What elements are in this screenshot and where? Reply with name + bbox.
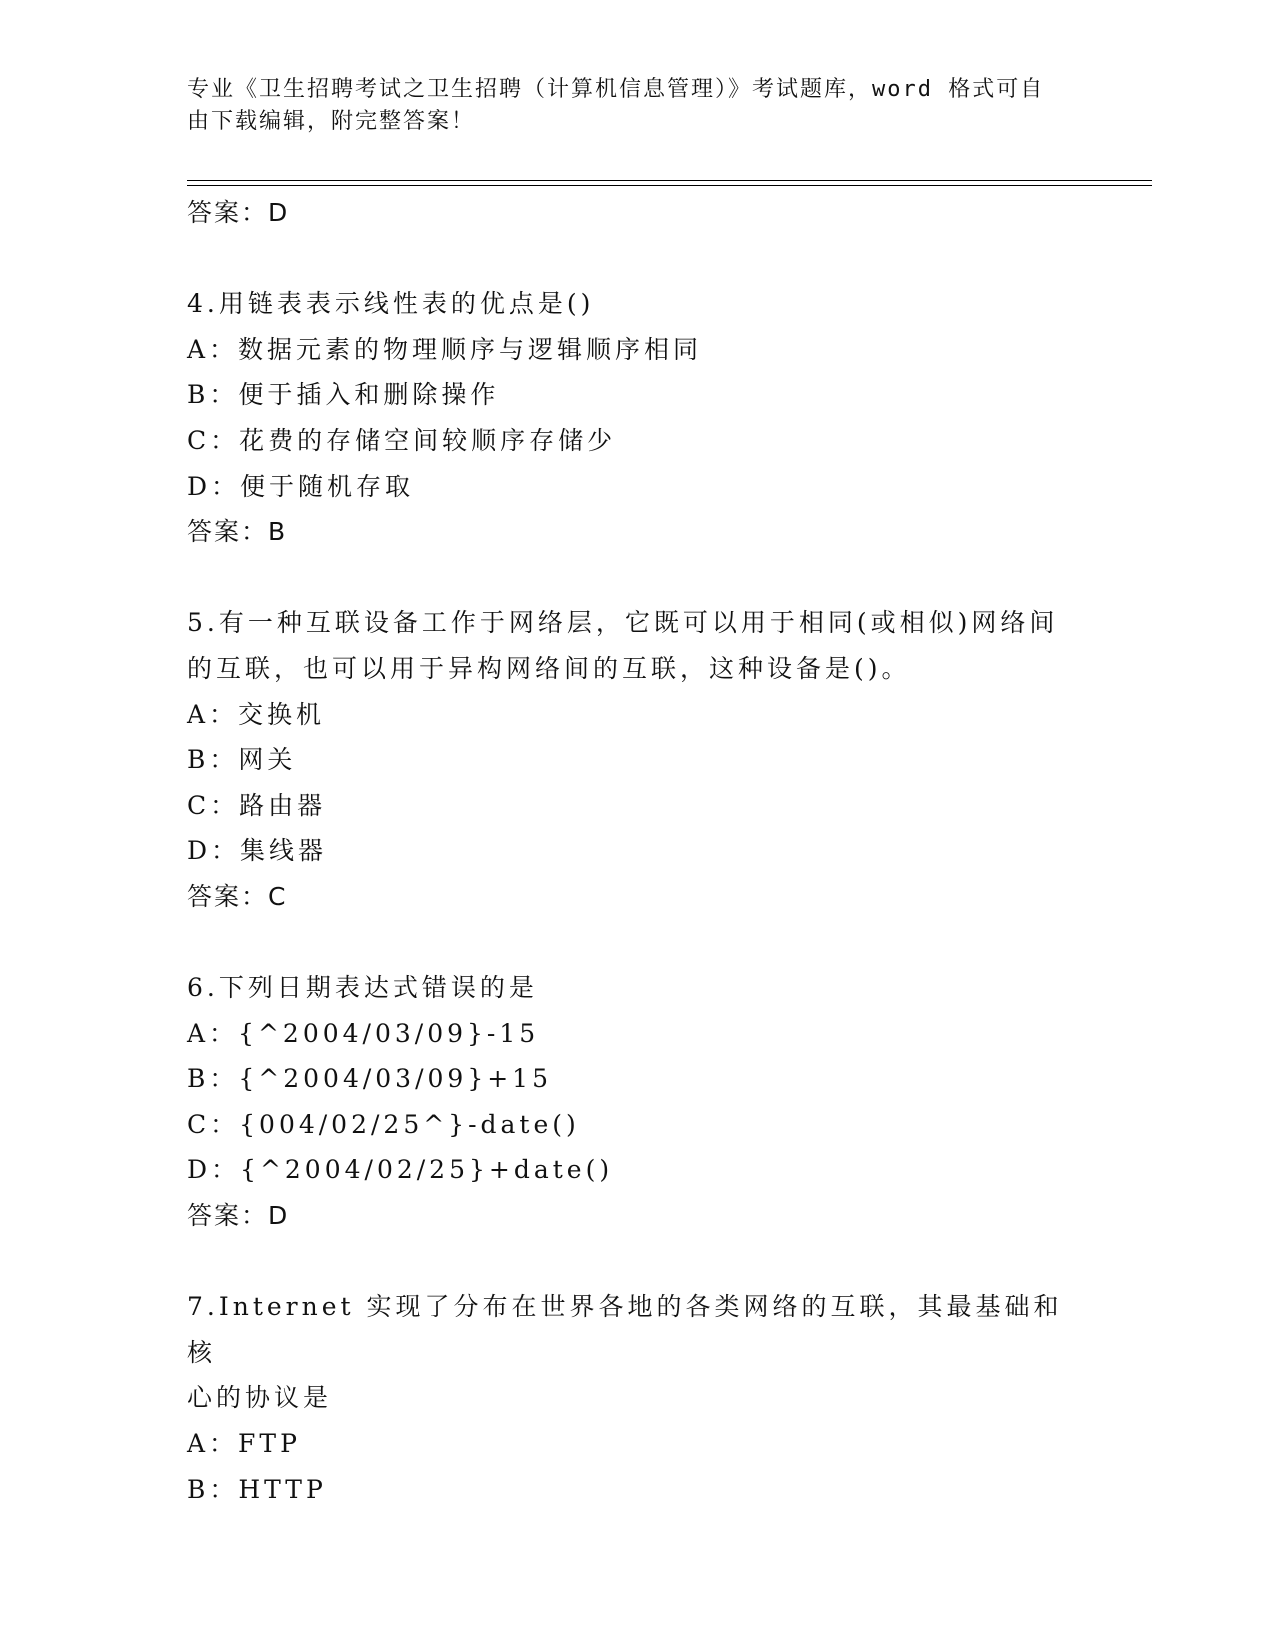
option-c: C：{004/02/25^}-date() (187, 1109, 580, 1139)
previous-answer: 答案：D (187, 198, 290, 227)
option-b: B：便于插入和删除操作 (187, 380, 500, 410)
header-line-2: 由下载编辑，附完整答案！ (187, 109, 476, 134)
option-c: C：花费的存储空间较顺序存储少 (187, 425, 617, 455)
question-5 (187, 600, 1067, 919)
option-a: A：交换机 (187, 699, 326, 729)
answer-line: 答案：B (187, 517, 288, 547)
option-b: B：网关 (187, 745, 297, 775)
spacer (187, 555, 1067, 601)
question-stem-continued: 心的协议是 (187, 1383, 333, 1413)
option-d: D：便于随机存取 (187, 471, 415, 501)
option-a: A：FTP (187, 1429, 301, 1459)
question-stem-continued: 的互联，也可以用于异构网络间的互联，这种设备是()。 (187, 653, 911, 683)
question-stem: 4.用链表表示线性表的优点是() (187, 289, 595, 319)
answer-line: 答案：C (187, 881, 288, 911)
question-list (187, 190, 1067, 1512)
question-7 (187, 1284, 1067, 1512)
spacer (187, 1239, 1067, 1285)
question-4 (187, 281, 1067, 555)
option-b: B：HTTP (187, 1474, 327, 1504)
option-d: D：{^2004/02/25}+date() (187, 1155, 614, 1185)
question-stem: 6.下列日期表达式错误的是 (187, 973, 538, 1003)
question-6 (187, 965, 1067, 1239)
header-rule-top (187, 180, 1152, 181)
question-stem: 5.有一种互联设备工作于网络层，它既可以用于相同(或相似)网络间 (187, 608, 1059, 638)
option-a: A：数据元素的物理顺序与逻辑顺序相同 (187, 334, 703, 364)
option-a: A：{^2004/03/09}-15 (187, 1018, 540, 1048)
question-stem: 7.Internet 实现了分布在世界各地的各类网络的互联，其最基础和核 (187, 1292, 1063, 1367)
option-b: B：{^2004/03/09}+15 (187, 1064, 552, 1094)
header-line-1: 专业《卫生招聘考试之卫生招聘（计算机信息管理）》考试题库，word 格式可自 (187, 77, 1045, 102)
option-d: D：集线器 (187, 836, 328, 866)
header-rule-bottom (187, 185, 1152, 186)
answer-line: 答案：D (187, 1201, 290, 1231)
spacer (187, 236, 1067, 282)
document-header (187, 74, 1067, 138)
spacer (187, 920, 1067, 966)
option-c: C：路由器 (187, 790, 327, 820)
